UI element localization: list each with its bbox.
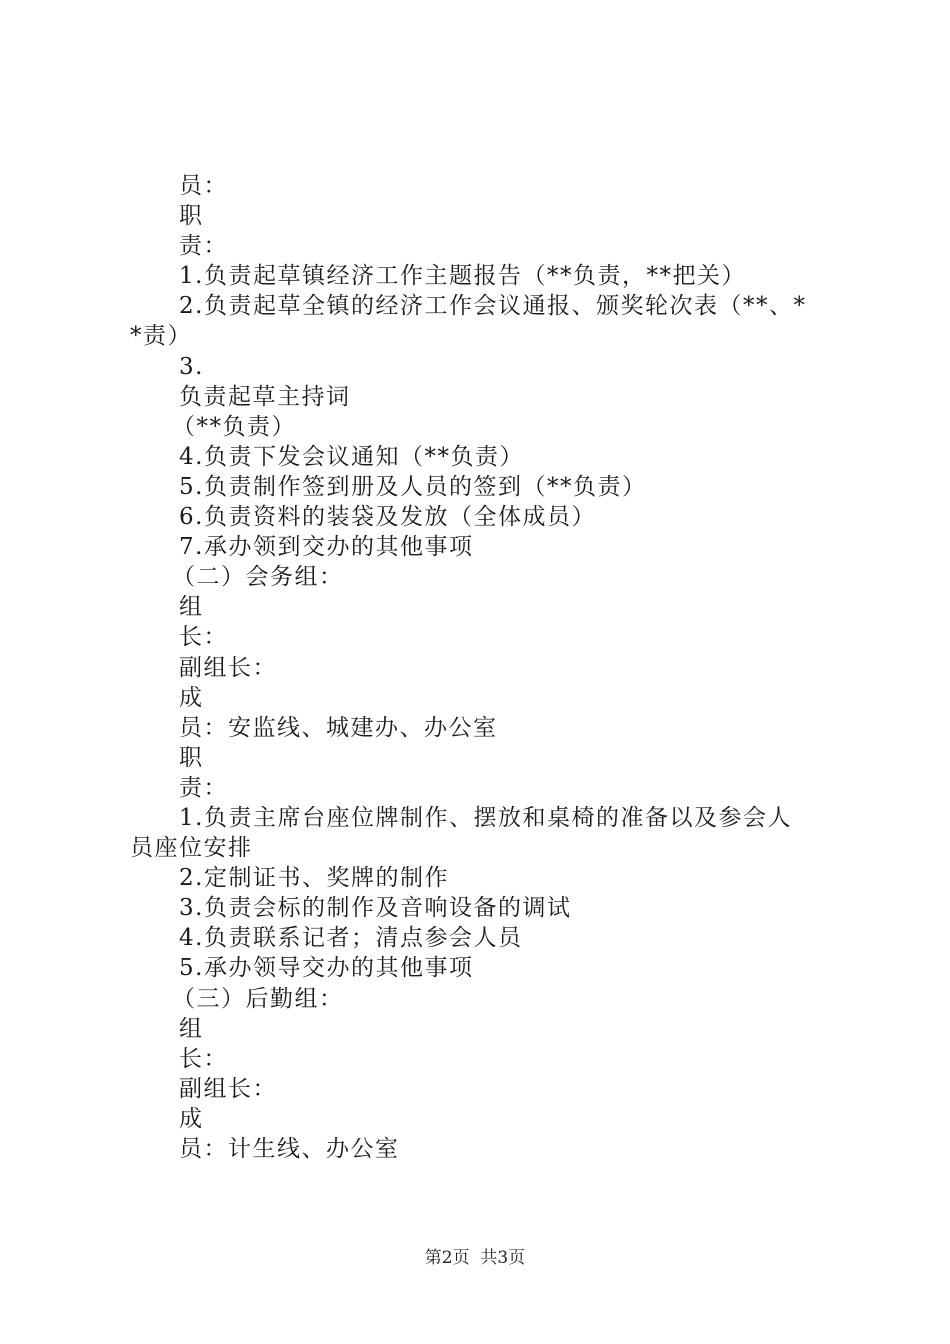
text-line: 4.负责下发会议通知（**负责） xyxy=(179,443,524,470)
text-line: 3. xyxy=(179,353,204,380)
text-line: 员：计生线、办公室 xyxy=(179,1136,400,1162)
text-line: 5.承办领导交办的其他事项 xyxy=(179,955,474,982)
text-line: 4.负责联系记者；清点参会人员 xyxy=(179,925,523,952)
document-body xyxy=(130,171,840,1164)
page-footer: 第2页 共3页 xyxy=(424,1248,526,1268)
text-line: 责： xyxy=(179,774,228,801)
text-line: 1.负责主席台座位牌制作、摆放和桌椅的准备以及参会人 xyxy=(179,804,792,831)
text-line: *责） xyxy=(130,323,192,350)
text-line: 2.负责起草全镇的经济工作会议通报、颁奖轮次表（**、* xyxy=(179,293,807,320)
text-line: 组 xyxy=(179,1015,204,1042)
text-line: 7.承办领到交办的其他事项 xyxy=(179,534,474,561)
text-line: 组 xyxy=(179,594,204,621)
text-line: 员：安监线、城建办、办公室 xyxy=(179,714,498,741)
text-line: 2.定制证书、奖牌的制作 xyxy=(179,865,449,892)
text-line: 3.负责会标的制作及音响设备的调试 xyxy=(179,895,572,922)
text-line: （二）会务组： xyxy=(172,564,344,591)
text-line: 成 xyxy=(179,684,204,711)
text-line: 长： xyxy=(179,1045,228,1072)
text-line: 负责起草主持词 xyxy=(179,383,351,410)
text-line: 副组长： xyxy=(179,1075,277,1102)
text-line: 成 xyxy=(179,1105,204,1132)
text-line: 长： xyxy=(179,624,228,651)
text-line: 1.负责起草镇经济工作主题报告（**负责，**把关） xyxy=(179,263,746,290)
text-line: 职 xyxy=(179,203,204,230)
text-line: （**负责） xyxy=(172,413,296,440)
text-line: 员： xyxy=(179,173,228,199)
text-line: 责： xyxy=(179,233,228,260)
text-line: 员座位安排 xyxy=(130,835,253,862)
text-line: （三）后勤组： xyxy=(172,985,344,1012)
text-line: 5.负责制作签到册及人员的签到（**负责） xyxy=(179,473,647,500)
text-line: 6.负责资料的装袋及发放（全体成员） xyxy=(179,504,596,531)
text-line: 职 xyxy=(179,744,204,771)
text-line: 副组长： xyxy=(179,654,277,681)
